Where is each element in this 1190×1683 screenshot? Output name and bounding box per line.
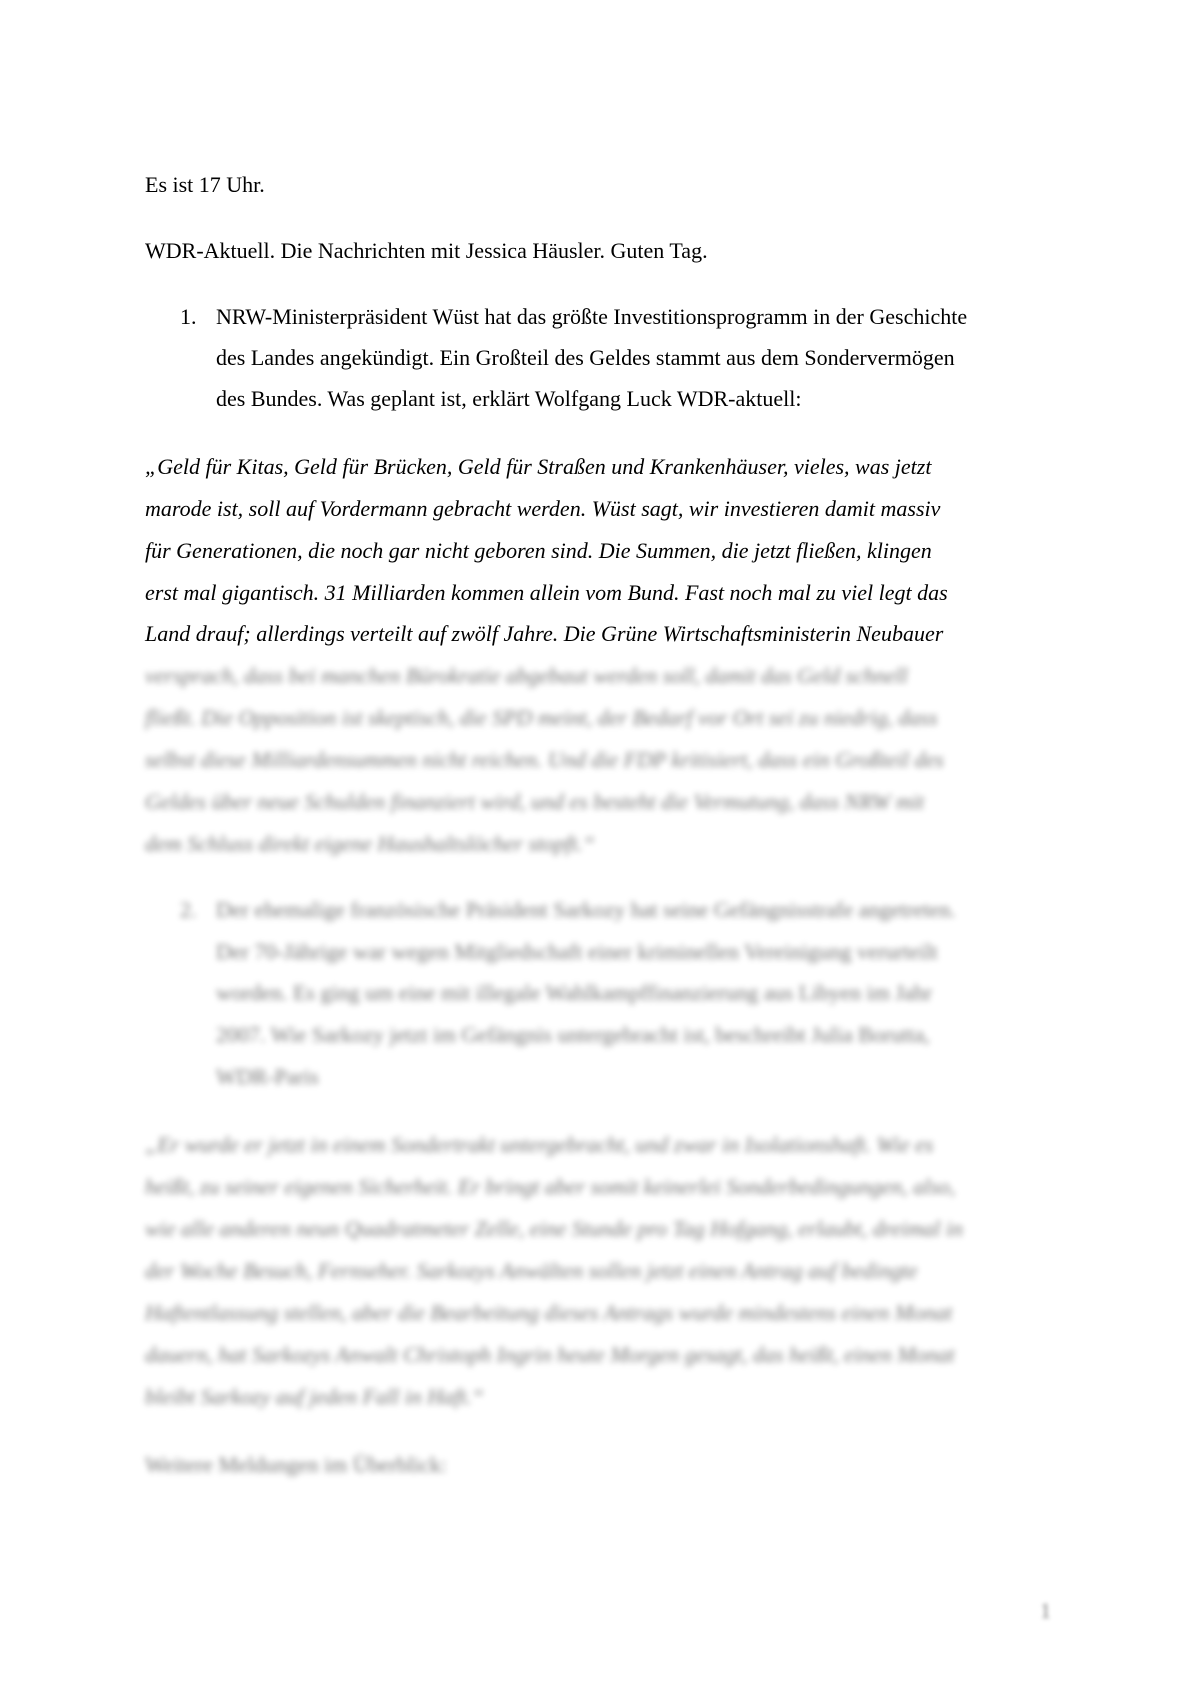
time-announcement: Es ist 17 Uhr. — [145, 172, 265, 197]
item-1-number: 1. — [180, 304, 197, 329]
item-2-number: 2. — [180, 897, 197, 922]
item-1-line: des Bundes. Was geplant ist, erklärt Wolfgang Luck WDR-aktuell: — [216, 386, 802, 411]
quote-2-line: heißt, zu seiner eigenen Sicherheit. Er bringt aber somit keinerlei Sonderbedingungen, also, — [145, 1174, 956, 1199]
quote-2-line: wie alle anderen neun Quadratmeter Zelle, eine Stunde pro Tag Hofgang, erlaubt, dreimal in — [145, 1216, 963, 1241]
item-2-line: Der 70-Jährige war wegen Mitgliedschaft einer kriminellen Vereinigung verurteilt — [216, 939, 938, 964]
item-2-line: worden. Es ging um eine mit illegale Wahlkampffinanzierung aus Libyen im Jahr — [216, 980, 932, 1005]
item-1-line: NRW-Ministerpräsident Wüst hat das größte Investitionsprogramm in der Geschichte — [216, 304, 968, 329]
news-intro: WDR-Aktuell. Die Nachrichten mit Jessica Häusler. Guten Tag. — [145, 238, 708, 263]
closing-line: Weitere Meldungen im Überblick: — [145, 1452, 447, 1477]
quote-1-blurred-line: selbst diese Milliardensummen nicht reichen. Und die FDP kritisiert, dass ein Großteil des — [145, 747, 944, 772]
quote-1-line: erst mal gigantisch. 31 Milliarden kommen allein vom Bund. Fast noch mal zu viel legt das — [145, 580, 948, 605]
quote-2-line: bleibt Sarkozy auf jeden Fall in Haft.“ — [145, 1384, 485, 1409]
item-2-line: Der ehemalige französische Präsident Sarkozy hat seine Gefängnisstrafe angetreten. — [216, 897, 956, 922]
quote-1-blurred-line: Geldes über neue Schulden finanziert wird, und es besteht die Vermutung, dass NRW mit — [145, 789, 925, 814]
quote-2-line: dauern, hat Sarkozys Anwalt Christoph Ingrin heute Morgen gesagt, das heißt, einen Monat — [145, 1342, 955, 1367]
item-1-line: des Landes angekündigt. Ein Großteil des Geldes stammt aus dem Sondervermögen — [216, 345, 955, 370]
quote-1-line: „Geld für Kitas, Geld für Brücken, Geld für Straßen und Krankenhäuser, vieles, was jetzt — [145, 454, 932, 479]
quote-2-line: „Er wurde er jetzt in einem Sondertrakt untergebracht, und zwar in Isolationshaft. Wie es — [145, 1132, 934, 1157]
quote-1-line: marode ist, soll auf Vordermann gebracht werden. Wüst sagt, wir investieren damit massiv — [145, 496, 941, 521]
quote-1-blurred-line: versprach, dass bei manchen Bürokratie abgebaut werden soll, damit das Geld schnell — [145, 663, 908, 688]
item-2-line: 2007. Wie Sarkozy jetzt im Gefängnis untergebracht ist, beschreibt Julia Borutta, — [216, 1022, 930, 1047]
quote-2-line: Haftentlassung stellen, aber die Bearbeitung dieses Antrags wurde mindestens einen Monat — [145, 1300, 953, 1325]
quote-1-blurred-line: fließt. Die Opposition ist skeptisch, die SPD meint, der Bedarf vor Ort sei zu niedrig, dass — [145, 705, 938, 730]
item-2-line: WDR-Paris — [216, 1064, 319, 1089]
quote-1-blurred-line: dem Schluss direkt eigene Haushaltslöcher stopft.“ — [145, 831, 596, 856]
page-number: 1 — [1040, 1598, 1051, 1623]
quote-1-line: Land drauf; allerdings verteilt auf zwölf Jahre. Die Grüne Wirtschaftsministerin Neubauer — [145, 621, 944, 646]
quote-2-line: der Woche Besuch, Fernseher. Sarkozys Anwälten sollen jetzt einen Antrag auf bedingte — [145, 1258, 918, 1283]
quote-1-line: für Generationen, die noch gar nicht geboren sind. Die Summen, die jetzt fließen, klingen — [145, 538, 932, 563]
